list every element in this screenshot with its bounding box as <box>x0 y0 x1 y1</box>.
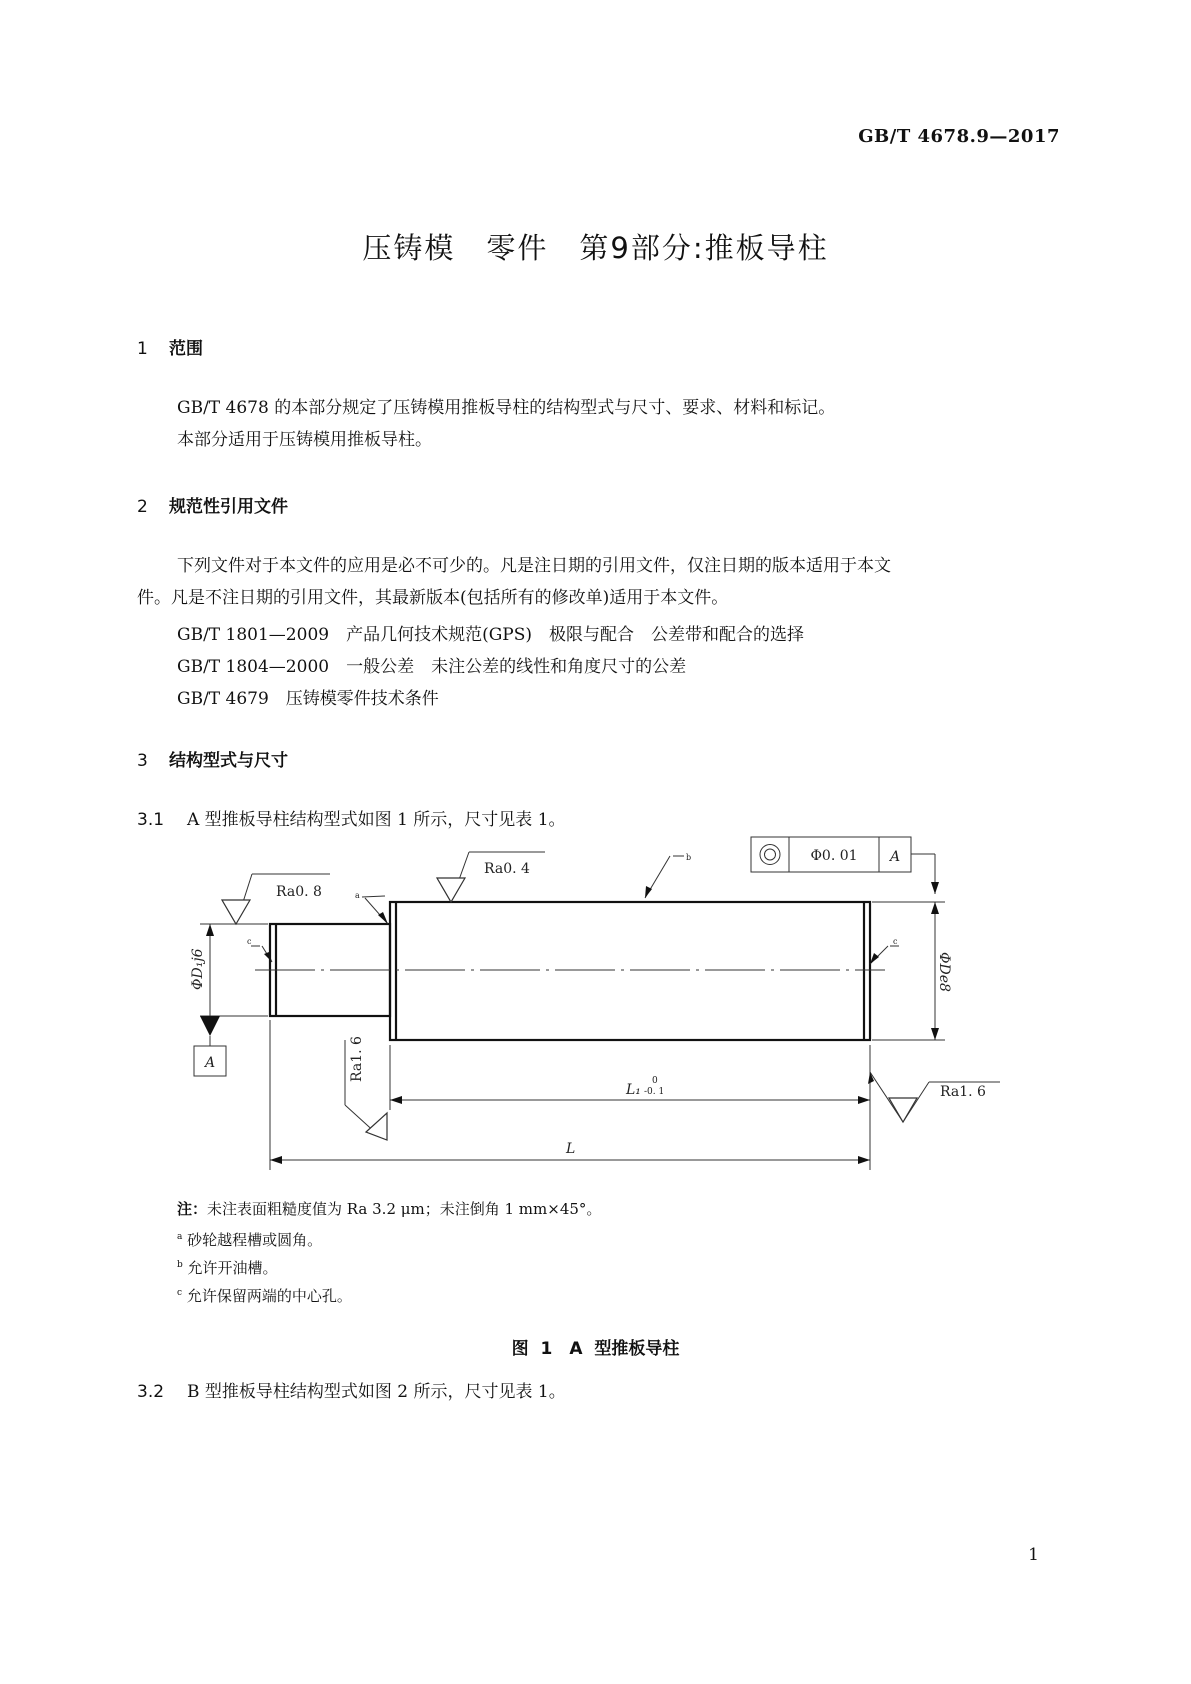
section-1-paragraph-1: GB/T 4678 的本部分规定了压铸模用推板导柱的结构型式与尺寸、要求、材料和标记。 <box>177 398 836 418</box>
footnote-text: 砂轮越程槽或圆角。 <box>187 1231 323 1249</box>
document-title: 压铸模 零件 第9部分:推板导柱 <box>362 231 829 265</box>
footnote-mark: a <box>177 1232 183 1242</box>
footnote-b <box>177 1251 278 1282</box>
dimension-l: L <box>566 1141 576 1157</box>
clause-text: A 型推板导柱结构型式如图 1 所示，尺寸见表 1。 <box>187 810 566 830</box>
marker-c-left: c <box>247 937 252 946</box>
footnote-text: 允许开油槽。 <box>187 1259 278 1277</box>
clause-number: 3.1 <box>137 810 165 830</box>
dimension-d: ΦDe8 <box>936 952 952 992</box>
section-number: 3 <box>137 751 148 771</box>
concentricity-icon <box>760 845 780 865</box>
marker-a: a <box>355 891 360 900</box>
section-title: 规范性引用文件 <box>169 497 288 517</box>
marker-c-right: c <box>893 937 898 946</box>
roughness-ra16-left: Ra1. 6 <box>349 1036 365 1082</box>
section-title: 结构型式与尺寸 <box>169 751 288 771</box>
large-diameter-section <box>390 902 870 1040</box>
dimension-l1-lower: -0. 1 <box>644 1087 665 1097</box>
note-label: 注： <box>177 1200 208 1218</box>
footnote-mark: b <box>177 1260 183 1270</box>
roughness-ra08: Ra0. 8 <box>276 884 322 900</box>
section-number: 1 <box>137 339 148 359</box>
standard-code: GB/T 4678.9—2017 <box>858 126 1060 147</box>
section-1-paragraph-2: 本部分适用于压铸模用推板导柱。 <box>177 430 432 450</box>
footnote-c <box>177 1279 352 1310</box>
datum-box-label: A <box>204 1055 216 1071</box>
section-title: 范围 <box>169 339 203 359</box>
reference-item: GB/T 4679 压铸模零件技术条件 <box>177 689 439 709</box>
roughness-ra16-right: Ra1. 6 <box>940 1084 986 1100</box>
section-2-intro-line-1: 下列文件对于本文件的应用是必不可少的。凡是注日期的引用文件，仅注日期的版本适用于本文 <box>177 556 891 576</box>
figure-caption: 图 1 A 型推板导柱 <box>511 1339 680 1359</box>
tolerance-datum: A <box>889 849 901 865</box>
note-text: 未注表面粗糙度值为 Ra 3.2 μm；未注倒角 1 mm×45°。 <box>207 1200 602 1218</box>
footnote-a <box>177 1223 322 1254</box>
reference-item: GB/T 1804—2000 一般公差 未注公差的线性和角度尺寸的公差 <box>177 657 687 677</box>
figure-note <box>177 1195 601 1223</box>
clause-number: 3.2 <box>137 1382 165 1402</box>
page-number: 1 <box>1028 1545 1039 1565</box>
roughness-ra04: Ra0. 4 <box>484 861 530 877</box>
tolerance-value: Φ0. 01 <box>810 848 858 864</box>
section-2-intro-line-2: 件。凡是不注日期的引用文件，其最新版本(包括所有的修改单)适用于本文件。 <box>137 588 729 608</box>
dimension-d1: ΦD₁j6 <box>190 948 206 990</box>
footnote-mark: c <box>177 1288 183 1298</box>
footnote-text: 允许保留两端的中心孔。 <box>186 1287 352 1305</box>
section-number: 2 <box>137 497 148 517</box>
dimension-l1-upper: 0 <box>652 1076 658 1086</box>
reference-item: GB/T 1801—2009 产品几何技术规范(GPS) 极限与配合 公差带和配合的选择 <box>177 625 804 645</box>
marker-b: b <box>686 853 692 862</box>
dimension-l1: L₁ <box>626 1082 641 1098</box>
clause-3-2 <box>137 1376 566 1408</box>
clause-text: B 型推板导柱结构型式如图 2 所示，尺寸见表 1。 <box>187 1382 566 1402</box>
